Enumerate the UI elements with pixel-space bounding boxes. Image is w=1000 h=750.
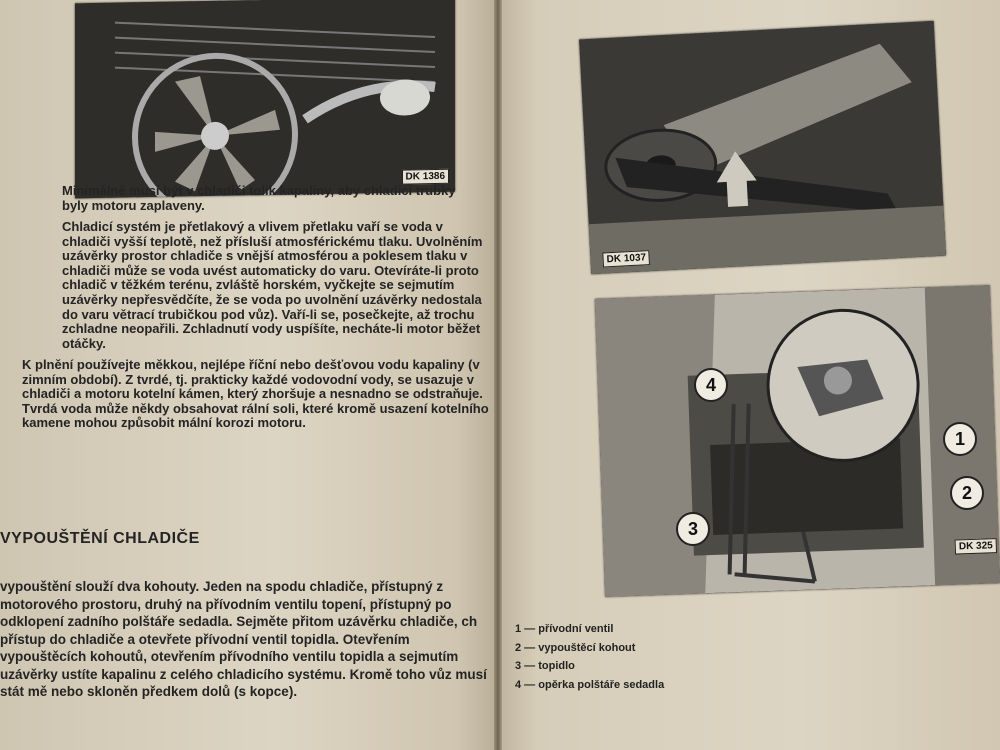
photo-caption: Minimálně musí být v chladiči tolik kapaliny, aby chladicí trubky byly motoru zaplaveny. [62, 183, 456, 213]
paragraph-cooling-system: Chladicí systém je přetlakový a vlivem přetlaku vaří se voda v chladiči vyšší teplotě, než přísluší atmosférickému tlaku. Uvolněním uzávěrky prostor chladiče s vnější atmosférou a poklesem tlaku v chladiči může se voda uvést automaticky do varu. Otevíráte-li proto chladič v těžkém terénu, zvláště horském, vyčkejte se sejmutím uzávěrky nepřesvědčíte, že se voda po uvolnění uzávěrky nedostala do varu větrací trubičkou pod vůz). Vaří-li se, posečkejte, až trochu zchladne neopařili. Zchladnutí vody uspíšíte, necháte-li motor běžet otáčky. [62, 219, 483, 351]
legend-item: 4 — opěrka polštáře sedadla [515, 678, 665, 691]
heater-photo [595, 285, 1000, 597]
callout-1: 1 [943, 422, 977, 456]
photo-top-label: DK 1037 [602, 250, 650, 267]
engine-belt-photo [579, 21, 946, 274]
callout-4: 4 [694, 368, 728, 402]
legend-item: 1 — přívodní ventil [515, 623, 614, 635]
section-heading: VYPOUŠTĚNÍ CHLADIČE [0, 530, 200, 547]
radiator-fan-photo [75, 0, 455, 198]
figure-legend [515, 620, 664, 694]
paragraph-draining: vypouštění slouží dva kohouty. Jeden na spodu chladiče, přístupný z motorového prostoru, druhý na přívodním ventilu topení, přístupný po odklopení zadního polštáře sedadla. Sejměte přitom uzávěrku chladiče, ch přístup do chladiče a otevřete přívodní ventil topidla. Otevřením vypouštěcích kohoutů, otevřením přívodního ventilu topidla a sejmutím uzávěrky ustíte kapalinu z celého chladicího systému. Kromě toho vůz musí stát mě nebo skloněn předkem dolů (s kopce). [0, 579, 487, 699]
photo-label: DK 1386 [402, 169, 449, 185]
legend-item: 2 — vypouštěcí kohout [515, 641, 636, 654]
legend-item: 3 — topidlo [515, 660, 575, 672]
callout-2: 2 [950, 476, 984, 510]
callout-3: 3 [676, 512, 710, 546]
paragraph-water-filling: K plnění používejte měkkou, nejlépe říční nebo dešťovou vodu kapaliny (v zimním období). Z tvrdé, tj. prakticky každé vodovodní vody, se usazuje v chladiči a motoru kotelní kámen, který zhoršuje a nesnadno se odstraňuje. Tvrdá voda může někdy obsahovat rální soli, které kromě usazení kotelního kamene mohou způsobit mální korozi motoru. [22, 357, 489, 431]
book-gutter [494, 0, 502, 750]
photo-bottom-label: DK 325 [955, 538, 997, 554]
